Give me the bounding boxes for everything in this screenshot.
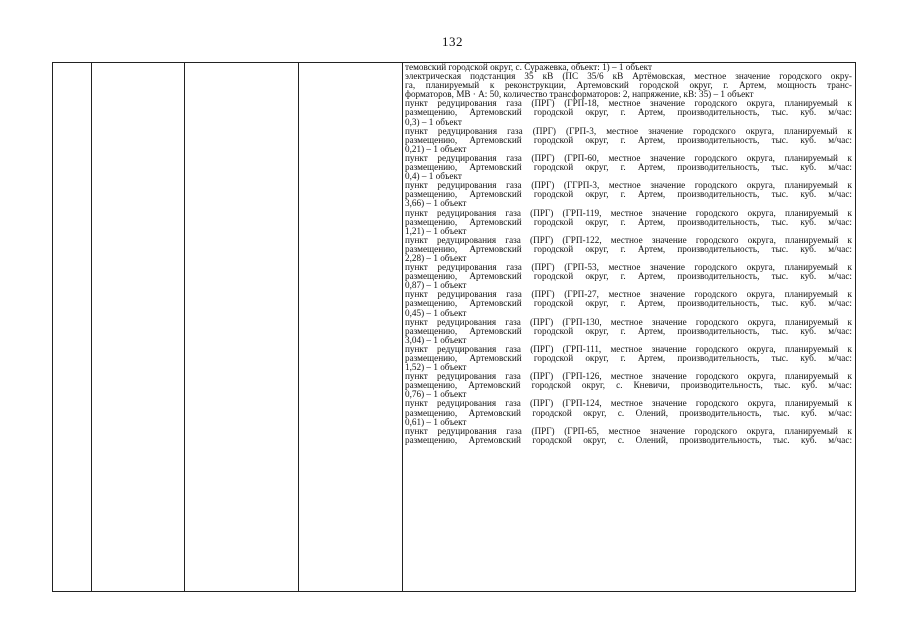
entry-line: размещению, Артемовский городской округ, с. Олений, производительность, тыс. куб. м/час:	[405, 407, 852, 418]
object-entry	[405, 181, 852, 208]
entry-line: 0,76) – 1 объект	[405, 389, 467, 400]
object-entry	[405, 99, 852, 126]
entry-line: пункт редуцирования газа (ПРГ) (ГРП-130, местное значение городского округа, планируемый к	[405, 316, 852, 327]
entry-line: пункт редуцирования газа (ПРГ) (ГРП-119, местное значение городского округа, планируемый к	[405, 207, 852, 218]
object-entry	[405, 427, 852, 445]
entry-line: 0,87) – 1 объект	[405, 280, 467, 291]
entry-line: 0,4) – 1 объект	[405, 171, 462, 182]
object-entry	[405, 372, 852, 399]
entry-line: 3,04) – 1 объект	[405, 334, 467, 345]
entry-line: пункт редуцирования газа (ПРГ) (ГРП-53, местное значение городского округа, планируемый к	[405, 262, 852, 273]
entry-line: пункт редуцирования газа (ПРГ) (ГРП-65, местное значение городского округа, планируемый к	[405, 425, 852, 436]
entry-line: 1,21) – 1 объект	[405, 225, 467, 236]
entry-line: размещению, Артемовский городской округ, с. Кневичи, производительность, тыс. куб. м/час:	[405, 380, 852, 391]
objects-cell	[402, 63, 855, 591]
entry-line: пункт редуцирования газа (ПРГ) (ГРП-124, местное значение городского округа, планируемый к	[405, 398, 852, 409]
object-entry	[405, 345, 852, 372]
entry-line: размещению, Артемовский городской округ, г. Артем, производительность, тыс. куб. м/час:	[405, 134, 852, 145]
entry-line: размещению, Артемовский городской округ, г. Артем, производительность, тыс. куб. м/час:	[405, 298, 852, 309]
column-divider	[298, 63, 299, 591]
entry-line: пункт редуцирования газа (ПРГ) (ГРП-3, местное значение городского округа, планируемый к	[405, 125, 852, 136]
entry-line: пункт редуцирования газа (ПРГ) (ГРП-111, местное значение городского округа, планируемый к	[405, 343, 852, 354]
entry-line: пункт редуцирования газа (ПРГ) (ГРП-126, местное значение городского округа, планируемый к	[405, 371, 852, 382]
column-divider	[184, 63, 185, 591]
object-entry	[405, 399, 852, 426]
page-number: 132	[442, 34, 463, 49]
object-entry	[405, 236, 852, 263]
entry-line: размещению, Артемовский городской округ, г. Артем, производительность, тыс. куб. м/час:	[405, 216, 852, 227]
object-entry	[405, 154, 852, 181]
entry-line: 0,21) – 1 объект	[405, 143, 467, 154]
entry-line: пункт редуцирования газа (ПРГ) (ГГРП-3, местное значение городского округа, планируемый к	[405, 180, 852, 191]
entry-line: размещению, Артемовский городской округ, г. Артем, производительность, тыс. куб. м/час:	[405, 353, 852, 363]
object-entry	[405, 72, 852, 99]
document-table	[52, 62, 856, 592]
entry-line: форматоров, МВ · А: 50, количество трансформаторов: 2, напряжение, кВ: 35) – 1 объект	[405, 89, 754, 100]
object-entry	[405, 290, 852, 317]
entry-line: размещению, Артемовский городской округ, г. Артем, производительность, тыс. куб. м/час:	[405, 107, 852, 118]
entry-line: электрическая подстанция 35 кВ (ПС 35/6 кВ Артёмовская, местное значение городского окру-	[405, 71, 852, 82]
entry-line: размещению, Артемовский городской округ, г. Артем, производительность, тыс. куб. м/час:	[405, 189, 852, 200]
entry-line: пункт редуцирования газа (ПРГ) (ГРП-60, местное значение городского округа, планируемый к	[405, 152, 852, 163]
object-entry	[405, 263, 852, 290]
object-entry	[405, 127, 852, 154]
entry-line: размещению, Артемовский городской округ, г. Артем, производительность, тыс. куб. м/час:	[405, 162, 852, 173]
entry-line: 1,52) – 1 объект	[405, 362, 467, 373]
entry-line: 0,3) – 1 объект	[405, 116, 462, 127]
entry-line: размещению, Артемовский городской округ, г. Артем, производительность, тыс. куб. м/час:	[405, 243, 852, 254]
entry-line: пункт редуцирования газа (ПРГ) (ГРП-18, местное значение городского округа, планируемый к	[405, 98, 852, 109]
entry-line: размещению, Артемовский городской округ, г. Артем, производительность, тыс. куб. м/час:	[405, 325, 852, 336]
entry-line: размещению, Артемовский городской округ, с. Олений, производительность, тыс. куб. м/час:	[405, 434, 852, 445]
entry-line: 0,61) – 1 объект	[405, 416, 467, 427]
entry-line: 3,66) – 1 объект	[405, 198, 467, 209]
entry-line: пункт редуцирования газа (ПРГ) (ГРП-122, местное значение городского округа, планируемый к	[405, 234, 852, 245]
entry-line: пункт редуцирования газа (ПРГ) (ГРП-27, местное значение городского округа, планируемый к	[405, 289, 852, 300]
entry-line: размещению, Артемовский городской округ, г. Артем, производительность, тыс. куб. м/час:	[405, 271, 852, 282]
object-entry	[405, 209, 852, 236]
object-entry	[405, 318, 852, 345]
entry-line: 2,28) – 1 объект	[405, 252, 467, 263]
column-divider	[91, 63, 92, 591]
entry-line: га, планируемый к реконструкции, Артемовский городской округ, г. Артем, мощность транс-	[405, 80, 852, 91]
entry-line: темовский городской округ, с. Суражевка, объект: 1) – 1 объект	[405, 63, 653, 72]
entry-line: 0,45) – 1 объект	[405, 307, 467, 318]
